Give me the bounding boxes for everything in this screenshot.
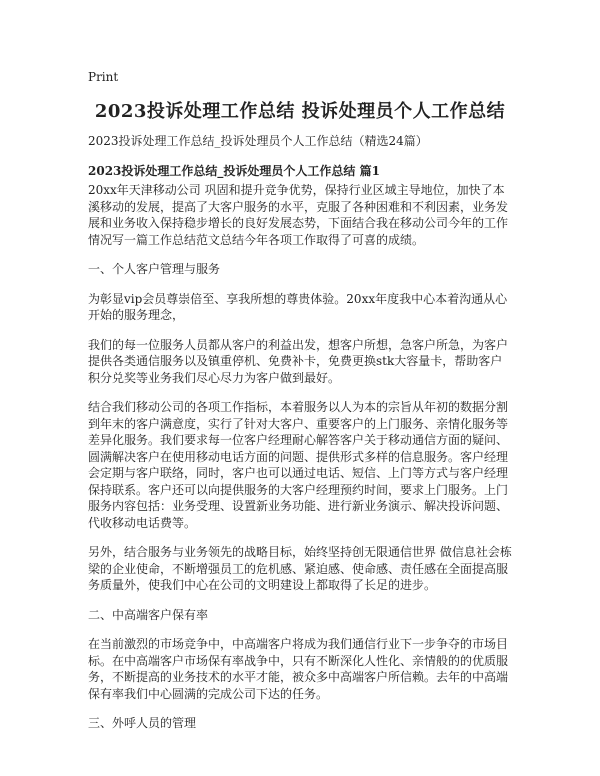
page-title: 2023投诉处理工作总结 投诉处理员个人工作总结 xyxy=(94,101,506,122)
document-subtitle: 2023投诉处理工作总结_投诉处理员个人工作总结（精选24篇） xyxy=(88,134,428,148)
body-paragraph: 我们的每一位服务人员都从客户的利益出发，想客户所想，急客户所急，为客户提供各类通信服务以及镇重停机、免费补卡，免费更换stk大容量卡，帮助客户积分兑奖等业务我们尽心尽力为客户做到最好。 xyxy=(88,337,509,385)
section-heading: 2023投诉处理工作总结_投诉处理员个人工作总结 篇1 xyxy=(88,164,380,178)
section-subheading: 二、中高端客户保有率 xyxy=(88,607,209,622)
body-paragraph: 20xx年天津移动公司 巩固和提升竞争优势，保持行业区域主导地位，加快了本溪移动的发展，提高了大客户服务的水平，克服了各种困难和不利因素，业务发展和业务收入保持稳步增长的良好发展态势，下面结合我在移动公司今年的工作情况写一篇工作总结范文总结今年各项工作取得了可喜的成绩。 xyxy=(88,183,509,247)
body-paragraph: 结合我们移动公司的各项工作指标，本着服务以人为本的宗旨从年初的数据分割到年末的客户满意度，实行了针对大客户、重要客户的上门服务、亲情化服务等差异化服务。我们要求每一位客户经理耐心解答客户关于移动通信方面的疑问、圆满解决客户在使用移动电话方面的问题、提供形式多样的信息服务。客户经理会定期与客户联络，同时，客户也可以通过电话、短信、上门等方式与客户经理保持联系。客户还可以向提供服务的大客户经理预约时间，要求上门服务。上门服务内容包括：业务受理、设置新业务功能、进行新业务演示、解决投诉问题、代收移动电话费等。 xyxy=(88,400,509,530)
section-subheading: 一、个人客户管理与服务 xyxy=(88,262,221,276)
body-paragraph: 在当前激烈的市场竞争中，中高端客户将成为我们通信行业下一步争夺的市场目标。在中高端客户市场保有率战争中，只有不断深化人性化、亲情般的的优质服务，不断提高的业务技术的水平才能，被众多中高端客户所信赖。去年的中高端保有率我们中心圆满的完成公司下达的任务。 xyxy=(88,637,509,701)
body-paragraph: 为彰显vip会员尊崇倍至、享我所想的尊贵体验。20xx年度我中心本着沟通从心开始的服务理念， xyxy=(88,291,508,322)
body-paragraph: 另外，结合服务与业务领先的战略目标，始终坚持创无限通信世界 做信息社会栋梁的企业使命，不断增强员工的危机感、紧迫感、使命感、责任感在全面提高服务质量外，使我们中心在公司的文明建设上都取得了长足的进步。 xyxy=(88,545,512,592)
section-subheading: 三、外呼人员的管理 xyxy=(88,716,197,730)
print-link[interactable]: Print xyxy=(88,70,119,84)
document-body xyxy=(88,182,512,745)
